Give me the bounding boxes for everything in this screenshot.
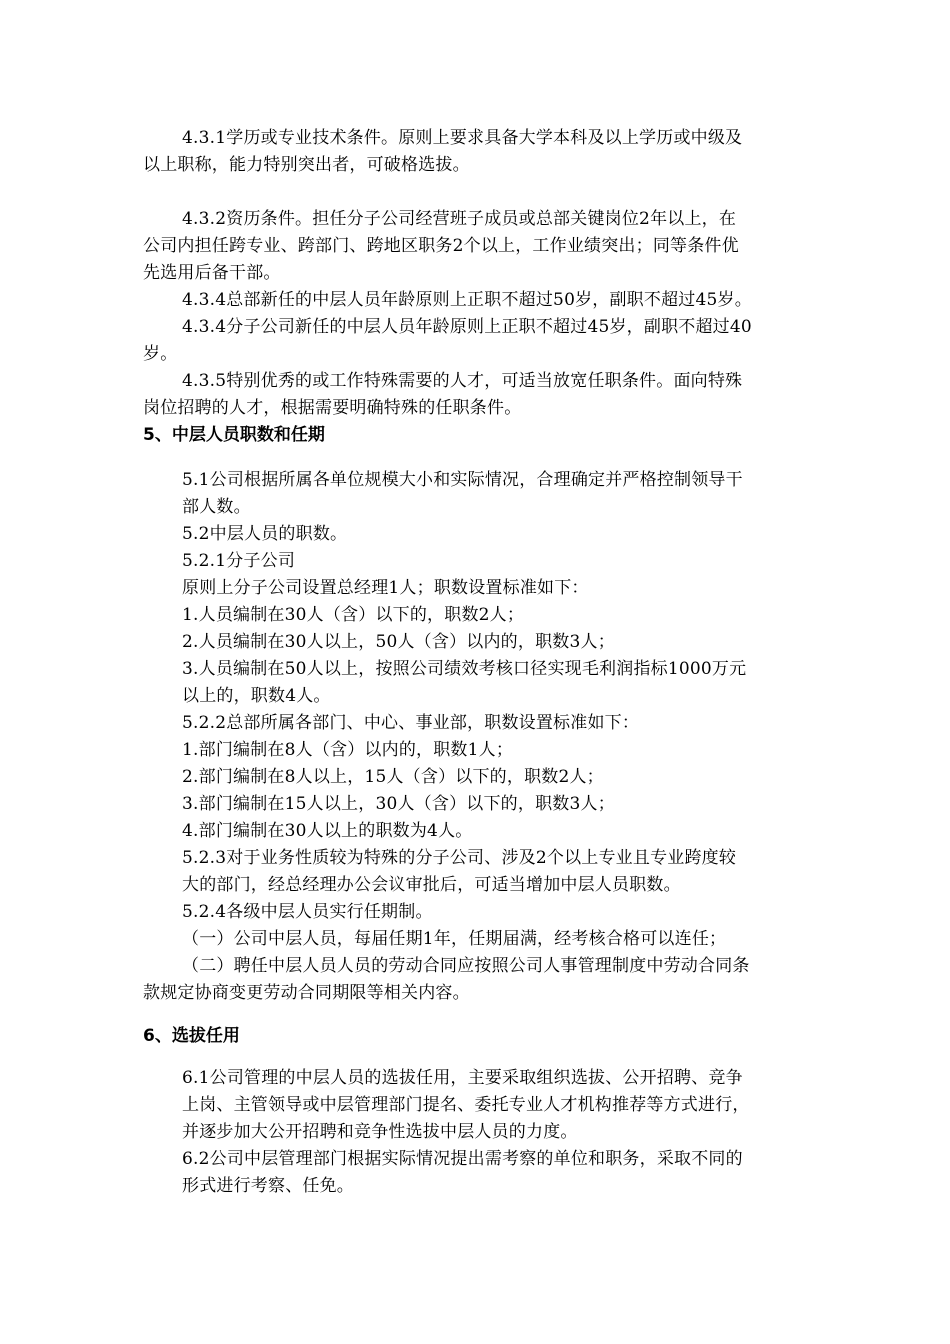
paragraph-line: 以上的，职数4人。 [182,686,331,706]
paragraph-line: 上岗、主管领导或中层管理部门提名、委托专业人才机构推荐等方式进行， [182,1095,750,1115]
paragraph-line: 1.部门编制在8人（含）以内的，职数1人； [182,740,514,760]
paragraph-line: 公司内担任跨专业、跨部门、跨地区职务2个以上，工作业绩突出；同等条件优 [143,236,739,256]
section-heading: 6、选拔任用 [143,1026,240,1046]
paragraph-line: 部人数。 [182,497,251,517]
paragraph-line: 原则上分子公司设置总经理1人；职数设置标准如下： [182,578,589,598]
paragraph-line: 岗位招聘的人才，根据需要明确特殊的任职条件。 [143,398,522,418]
paragraph-line: 5.2.1分子公司 [182,551,296,571]
paragraph-line: 3.人员编制在50人以上，按照公司绩效考核口径实现毛利润指标1000万元 [182,659,747,679]
paragraph-line: 形式进行考察、任免。 [182,1176,354,1196]
paragraph-line: 大的部门，经总经理办公会议审批后，可适当增加中层人员职数。 [182,875,681,895]
paragraph-line: 4.部门编制在30人以上的职数为4人。 [182,821,473,841]
paragraph-line: 3.部门编制在15人以上，30人（含）以下的，职数3人； [182,794,615,814]
paragraph-line: 1.人员编制在30人（含）以下的，职数2人； [182,605,525,625]
paragraph-line: 5.2.4各级中层人员实行任期制。 [182,902,433,922]
paragraph-line: 4.3.1学历或专业技术条件。原则上要求具备大学本科及以上学历或中级及 [182,128,743,148]
section-heading: 5、中层人员职数和任期 [143,425,325,445]
paragraph-line: 5.2中层人员的职数。 [182,524,348,544]
paragraph-line: 4.3.4总部新任的中层人员年龄原则上正职不超过50岁，副职不超过45岁。 [182,290,752,310]
paragraph-line: 2.人员编制在30人以上，50人（含）以内的，职数3人； [182,632,615,652]
paragraph-line: 4.3.4分子公司新任的中层人员年龄原则上正职不超过45岁，副职不超过40 [182,317,752,337]
paragraph-line: 并逐步加大公开招聘和竞争性选拔中层人员的力度。 [182,1122,578,1142]
paragraph-line: 6.1公司管理的中层人员的选拔任用，主要采取组织选拔、公开招聘、竞争 [182,1068,743,1088]
paragraph-line: 4.3.2资历条件。担任分子公司经营班子成员或总部关键岗位2年以上，在 [182,209,737,229]
paragraph-line: 先选用后备干部。 [143,263,281,283]
paragraph-line: 以上职称，能力特别突出者，可破格选拔。 [143,155,470,175]
paragraph-line: 5.2.2总部所属各部门、中心、事业部，职数设置标准如下： [182,713,640,733]
paragraph-line: （二）聘任中层人员人员的劳动合同应按照公司人事管理制度中劳动合同条 [182,956,750,976]
paragraph-line: 4.3.5特别优秀的或工作特殊需要的人才，可适当放宽任职条件。面向特殊 [182,371,743,391]
paragraph-line: 6.2公司中层管理部门根据实际情况提出需考察的单位和职务，采取不同的 [182,1149,743,1169]
paragraph-line: （一）公司中层人员，每届任期1年，任期届满，经考核合格可以连任； [182,929,727,949]
paragraph-line: 款规定协商变更劳动合同期限等相关内容。 [143,983,470,1003]
paragraph-line: 岁。 [143,344,178,364]
paragraph-line: 5.1公司根据所属各单位规模大小和实际情况，合理确定并严格控制领导干 [182,470,743,490]
paragraph-line: 2.部门编制在8人以上，15人（含）以下的，职数2人； [182,767,604,787]
paragraph-line: 5.2.3对于业务性质较为特殊的分子公司、涉及2个以上专业且专业跨度较 [182,848,737,868]
